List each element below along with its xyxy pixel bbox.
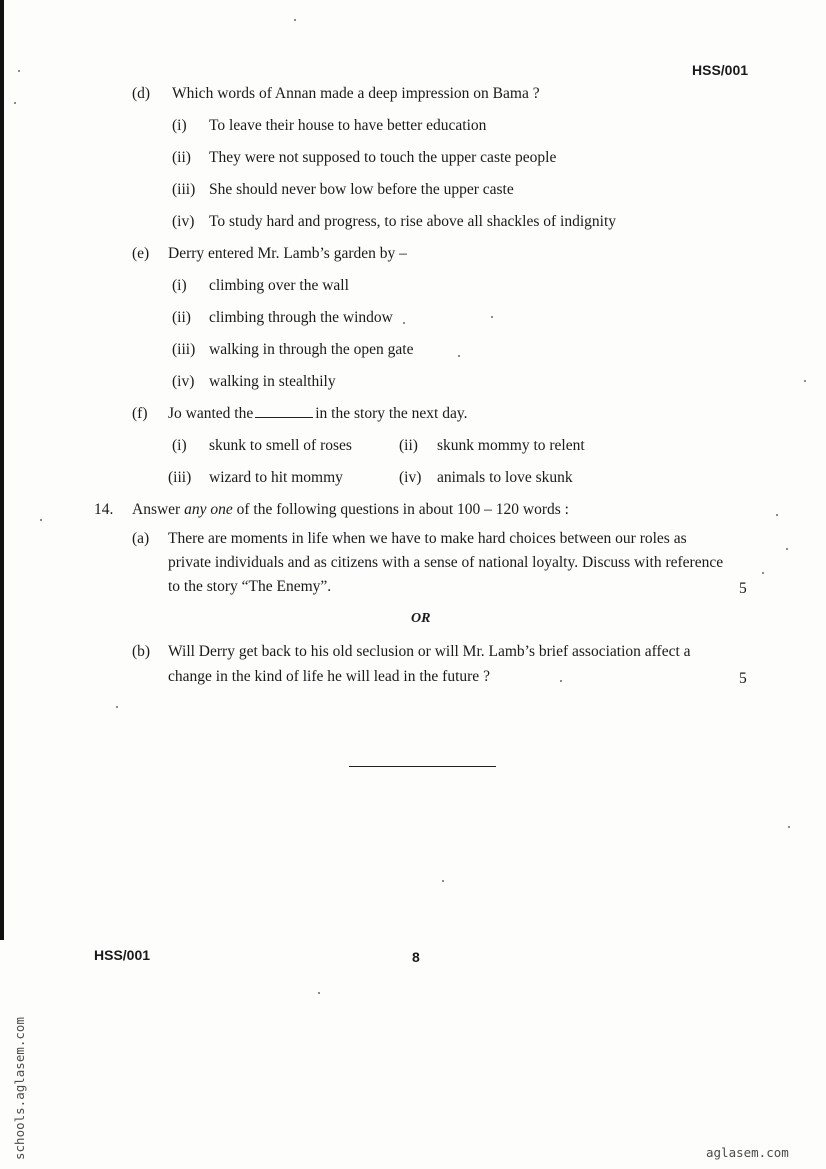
option-f-4-text: animals to love skunk bbox=[437, 469, 573, 486]
question-f-label: (f) bbox=[132, 405, 148, 422]
side-watermark: schools.aglasem.com bbox=[12, 1017, 27, 1160]
scan-speck bbox=[762, 572, 764, 574]
question-14-intro bbox=[132, 501, 569, 519]
question-d-label: (d) bbox=[132, 85, 151, 102]
option-e-3-text: walking in through the open gate bbox=[209, 341, 414, 358]
question-d-text: Which words of Annan made a deep impression on Bama ? bbox=[172, 85, 540, 102]
scan-speck bbox=[788, 826, 790, 828]
option-f-1-num: (i) bbox=[172, 437, 187, 454]
scan-speck bbox=[491, 316, 493, 318]
question-f-text-before: Jo wanted the bbox=[168, 405, 254, 422]
scan-speck bbox=[18, 70, 20, 72]
intro-emphasis: any one bbox=[184, 501, 233, 518]
scan-speck bbox=[403, 322, 405, 324]
option-d-4-text: To study hard and progress, to rise above all shackles of indignity bbox=[209, 213, 616, 230]
option-e-4-text: walking in stealthily bbox=[209, 373, 336, 390]
paper-code-footer: HSS/001 bbox=[94, 947, 151, 963]
option-d-1-text: To leave their house to have better education bbox=[209, 117, 487, 134]
question-14a-label: (a) bbox=[132, 530, 150, 547]
option-d-2-num: (ii) bbox=[172, 149, 191, 166]
option-f-2-num: (ii) bbox=[399, 437, 418, 454]
question-e-text: Derry entered Mr. Lamb’s garden by – bbox=[168, 245, 407, 262]
option-e-1-num: (i) bbox=[172, 277, 187, 294]
question-14b-line-1: Will Derry get back to his old seclusion or will Mr. Lamb’s brief association affect a bbox=[168, 643, 691, 660]
scan-edge bbox=[0, 0, 4, 940]
scan-speck bbox=[804, 380, 806, 382]
scan-speck bbox=[458, 355, 460, 357]
option-e-2-text: climbing through the window bbox=[209, 309, 393, 326]
paper-code-header: HSS/001 bbox=[692, 62, 749, 78]
scan-speck bbox=[318, 992, 320, 994]
question-14a-line-2: private individuals and as citizens with a sense of national loyalty. Discuss with reference bbox=[168, 554, 724, 571]
option-e-3-num: (iii) bbox=[172, 341, 196, 358]
scan-speck bbox=[442, 880, 444, 882]
question-e-label: (e) bbox=[132, 245, 150, 262]
end-rule bbox=[349, 766, 496, 767]
or-separator: OR bbox=[411, 611, 431, 626]
option-e-1-text: climbing over the wall bbox=[209, 277, 349, 294]
option-e-4-num: (iv) bbox=[172, 373, 195, 390]
question-14a-marks: 5 bbox=[739, 580, 747, 597]
option-d-3-text: She should never bow low before the upper caste bbox=[209, 181, 514, 198]
scan-speck bbox=[116, 706, 118, 708]
question-14b-line-2: change in the kind of life he will lead in the future ? bbox=[168, 668, 490, 685]
question-f-text-after: in the story the next day. bbox=[315, 405, 468, 422]
option-f-4-num: (iv) bbox=[399, 469, 422, 486]
option-d-2-text: They were not supposed to touch the upper caste people bbox=[209, 149, 557, 166]
option-d-1-num: (i) bbox=[172, 117, 187, 134]
question-f-text bbox=[168, 405, 467, 423]
option-f-2-text: skunk mommy to relent bbox=[437, 437, 585, 454]
scan-speck bbox=[776, 514, 778, 516]
option-d-3-num: (iii) bbox=[172, 181, 196, 198]
scan-speck bbox=[786, 548, 788, 550]
scan-speck bbox=[40, 519, 42, 521]
corner-watermark: aglasem.com bbox=[706, 1145, 789, 1160]
option-d-4-num: (iv) bbox=[172, 213, 195, 230]
option-f-3-text: wizard to hit mommy bbox=[209, 469, 343, 486]
scan-speck bbox=[294, 19, 296, 21]
scan-speck bbox=[560, 680, 562, 682]
intro-after: of the following questions in about 100 – 120 words : bbox=[236, 501, 569, 518]
intro-before: Answer bbox=[132, 501, 181, 518]
scan-speck bbox=[14, 102, 16, 104]
page-number: 8 bbox=[412, 949, 420, 965]
option-e-2-num: (ii) bbox=[172, 309, 191, 326]
fill-in-blank bbox=[255, 405, 313, 418]
option-f-1-text: skunk to smell of roses bbox=[209, 437, 352, 454]
question-14-number: 14. bbox=[94, 501, 114, 518]
option-f-3-num: (iii) bbox=[168, 469, 192, 486]
question-14a-line-3: to the story “The Enemy”. bbox=[168, 578, 332, 595]
question-14a-line-1: There are moments in life when we have to make hard choices between our roles as bbox=[168, 530, 687, 547]
question-14b-marks: 5 bbox=[739, 670, 747, 687]
question-14b-label: (b) bbox=[132, 643, 151, 660]
